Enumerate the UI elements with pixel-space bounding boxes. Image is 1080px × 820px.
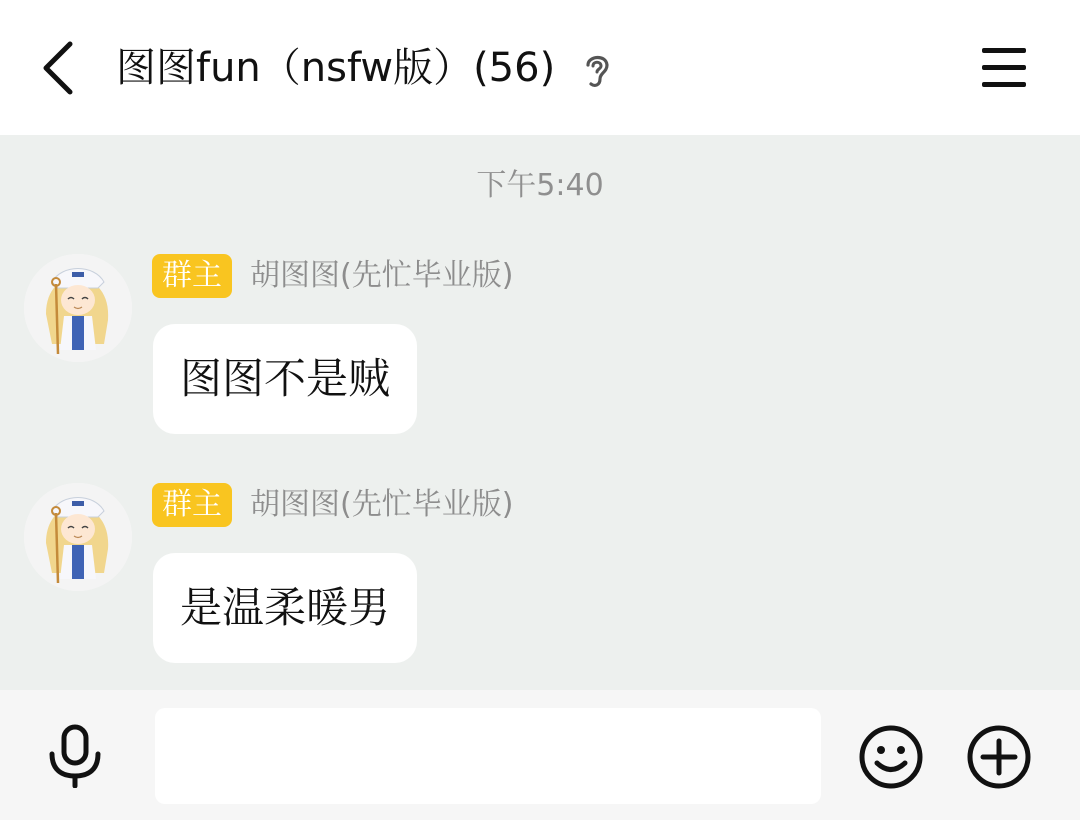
group-owner-badge: 群主 — [152, 483, 232, 527]
sender-name[interactable]: 胡图图(先忙毕业版) — [250, 258, 514, 293]
plus-circle-icon — [966, 724, 1032, 790]
microphone-icon — [46, 724, 104, 788]
menu-button[interactable] — [980, 46, 1028, 90]
ear-icon[interactable] — [580, 50, 614, 90]
chat-title[interactable]: 图图fun（nsfw版）(56) — [116, 45, 556, 91]
voice-button[interactable] — [46, 724, 104, 788]
avatar[interactable] — [24, 254, 132, 362]
message-timestamp: 下午5:40 — [476, 168, 604, 203]
smiley-icon — [858, 724, 924, 790]
message-bubble[interactable]: 是温柔暖男 — [153, 553, 417, 663]
avatar[interactable] — [24, 483, 132, 591]
input-bar — [0, 690, 1080, 820]
chat-header — [0, 0, 1080, 135]
back-button[interactable] — [36, 38, 86, 98]
chat-message — [0, 483, 1080, 683]
sender-name[interactable]: 胡图图(先忙毕业版) — [250, 487, 514, 522]
more-button[interactable] — [966, 724, 1032, 790]
hamburger-menu-icon — [980, 46, 1028, 90]
group-owner-badge: 群主 — [152, 254, 232, 298]
chat-message — [0, 254, 1080, 454]
emoji-button[interactable] — [858, 724, 924, 790]
chevron-left-icon — [36, 38, 86, 98]
message-input[interactable] — [155, 708, 821, 804]
message-bubble[interactable]: 图图不是贼 — [153, 324, 417, 434]
